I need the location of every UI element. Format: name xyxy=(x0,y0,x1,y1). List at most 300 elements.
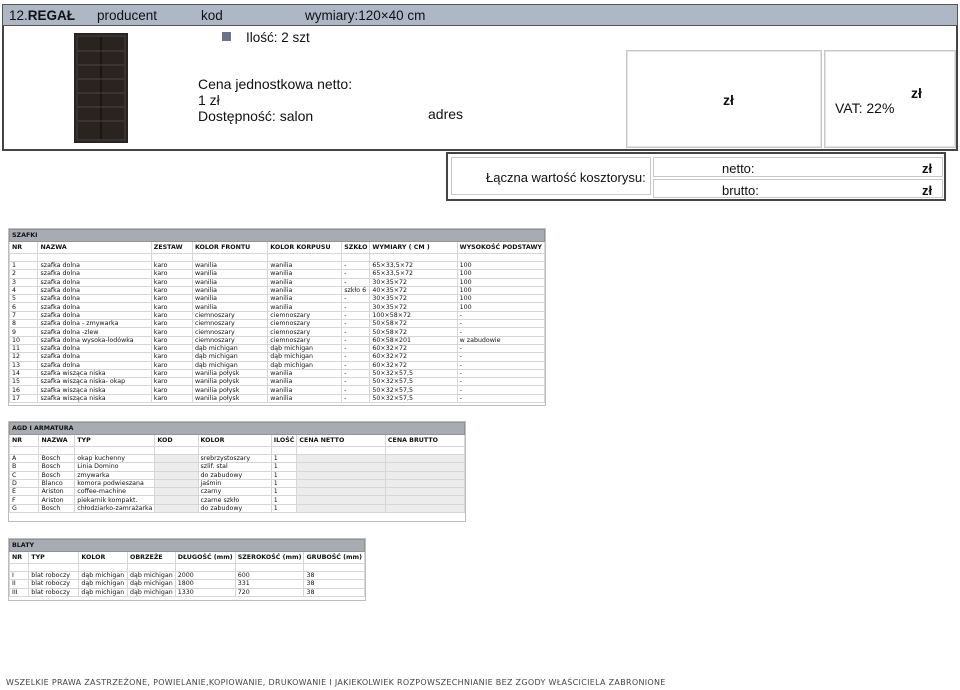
agd-cell: A xyxy=(10,455,39,463)
agd-row xyxy=(10,463,465,471)
szafki-cell: dąb michigan xyxy=(192,361,267,369)
agd-row xyxy=(10,455,465,463)
agd-col-header: KOD xyxy=(155,435,198,447)
agd-row xyxy=(10,504,465,512)
blaty-cell: 600 xyxy=(235,572,304,580)
agd-row xyxy=(10,479,465,487)
szafki-cell: szafka wisząca niska- okap xyxy=(38,378,151,386)
blaty-col-header: NR xyxy=(10,552,29,564)
agd-table xyxy=(9,422,465,513)
szafki-cell: wanilia xyxy=(268,378,342,386)
szafki-cell: 5 xyxy=(10,295,38,303)
szafki-row xyxy=(10,262,545,270)
szafki-cell: 60×32×72 xyxy=(370,353,457,361)
szafki-cell: ciemnoszary xyxy=(268,311,342,319)
szafki-cell: 8 xyxy=(10,320,38,328)
szafki-cell: 2 xyxy=(10,270,38,278)
agd-cell xyxy=(385,463,464,471)
agd-row xyxy=(10,471,465,479)
szafki-cell: ciemnoszary xyxy=(268,336,342,344)
szafki-cell: karo xyxy=(151,270,192,278)
szafki-cell: - xyxy=(342,361,370,369)
agd-cell xyxy=(297,496,385,504)
szafki-col-header: SZKŁO xyxy=(342,242,370,254)
szafki-cell: ciemnoszary xyxy=(268,328,342,336)
agd-cell: piekarnik kompakt. xyxy=(75,496,155,504)
szafki-cell: szafka dolna xyxy=(38,278,151,286)
szafki-row xyxy=(10,295,545,303)
szafki-cell: ciemnoszary xyxy=(192,328,267,336)
blaty-col-header: KOLOR xyxy=(79,552,128,564)
szafki-row xyxy=(10,320,545,328)
wardrobe-image xyxy=(74,33,128,143)
szafki-cell: - xyxy=(457,378,544,386)
agd-cell xyxy=(297,488,385,496)
agd-cell xyxy=(385,455,464,463)
agd-cell: zmywarka xyxy=(75,471,155,479)
szafki-cell: dąb michigan xyxy=(192,344,267,352)
vat-currency: zł xyxy=(911,85,922,101)
blaty-cell: dąb michigan xyxy=(127,572,175,580)
szafki-cell: 17 xyxy=(10,394,38,402)
szafki-col-header: KOLOR KORPUSU xyxy=(268,242,342,254)
szafki-cell: - xyxy=(457,353,544,361)
szafki-row xyxy=(10,311,545,319)
szafki-cell: 30×35×72 xyxy=(370,278,457,286)
szafki-row xyxy=(10,394,545,402)
szafki-cell: wanilia połysk xyxy=(192,394,267,402)
unit-price-value: 1 zł xyxy=(198,92,220,108)
szafki-cell: 15 xyxy=(10,378,38,386)
agd-cell xyxy=(385,496,464,504)
szafki-cell: w zabudowie xyxy=(457,336,544,344)
szafki-cell: - xyxy=(342,344,370,352)
agd-cell xyxy=(297,504,385,512)
netto-label: netto: xyxy=(722,161,755,176)
szafki-cell: wanilia xyxy=(192,295,267,303)
agd-cell: czarne szkło xyxy=(198,496,271,504)
szafki-cell: karo xyxy=(151,353,192,361)
szafki-cell: 7 xyxy=(10,311,38,319)
szafki-cell: - xyxy=(342,353,370,361)
szafki-cell: wanilia xyxy=(268,286,342,294)
szafki-cell: - xyxy=(457,386,544,394)
agd-cell: Bosch xyxy=(39,471,75,479)
producer-label: producent xyxy=(97,8,158,23)
szafki-cell: 100 xyxy=(457,295,544,303)
szafki-cell: 100 xyxy=(457,303,544,311)
szafki-cell: 50×32×57,5 xyxy=(370,369,457,377)
szafki-cell: 14 xyxy=(10,369,38,377)
szafki-cell: 10 xyxy=(10,336,38,344)
item-header-bar xyxy=(2,4,958,26)
szafki-title: SZAFKI xyxy=(10,230,545,242)
szafki-col-header: ZESTAW xyxy=(151,242,192,254)
szafki-cell: - xyxy=(457,344,544,352)
brutto-row xyxy=(653,179,943,198)
quantity-text: Ilość: 2 szt xyxy=(246,30,310,45)
szafki-cell: 100 xyxy=(457,270,544,278)
szafki-cell: - xyxy=(342,394,370,402)
netto-currency: zł xyxy=(922,161,933,176)
agd-cell: do zabudowy xyxy=(198,504,271,512)
szafki-cell: ciemnoszary xyxy=(192,320,267,328)
agd-cell: 1 xyxy=(271,488,297,496)
agd-cell: 1 xyxy=(271,479,297,487)
agd-cell: 1 xyxy=(271,463,297,471)
unit-price-label: Cena jednostkowa netto: xyxy=(198,76,353,92)
szafki-cell: 65×33,5×72 xyxy=(370,270,457,278)
agd-cell xyxy=(155,479,198,487)
blaty-col-header: DŁUGOŚĆ (mm) xyxy=(175,552,235,564)
szafki-cell: szafka wisząca niska xyxy=(38,394,151,402)
szafki-cell: karo xyxy=(151,295,192,303)
price-currency: zł xyxy=(723,92,734,108)
szafki-col-header: WYMIARY ( CM ) xyxy=(370,242,457,254)
szafki-cell: karo xyxy=(151,328,192,336)
szafki-cell: wanilia xyxy=(192,262,267,270)
szafki-row xyxy=(10,270,545,278)
szafki-table xyxy=(9,229,545,403)
brutto-label: brutto: xyxy=(722,183,759,198)
szafki-cell: ciemnoszary xyxy=(268,320,342,328)
szafki-cell: wanilia połysk xyxy=(192,369,267,377)
blaty-col-header: OBRZEŻE xyxy=(127,552,175,564)
agd-col-header: TYP xyxy=(75,435,155,447)
agd-cell: 1 xyxy=(271,455,297,463)
agd-cell xyxy=(385,479,464,487)
dimensions-label: wymiary:120×40 cm xyxy=(305,8,426,23)
szafki-cell: - xyxy=(342,336,370,344)
szafki-cell: szafka dolna xyxy=(38,295,151,303)
brutto-currency: zł xyxy=(922,183,933,198)
szafki-row xyxy=(10,378,545,386)
szafki-cell: 4 xyxy=(10,286,38,294)
szafki-cell: - xyxy=(342,378,370,386)
szafki-cell: szkło 6 xyxy=(342,286,370,294)
szafki-row xyxy=(10,278,545,286)
szafki-cell: wanilia połysk xyxy=(192,378,267,386)
agd-title: AGD I ARMATURA xyxy=(10,423,465,435)
agd-cell: D xyxy=(10,479,39,487)
szafki-row xyxy=(10,386,545,394)
szafki-cell: szafka dolna xyxy=(38,262,151,270)
szafki-cell: 100 xyxy=(457,278,544,286)
blaty-header-row xyxy=(10,552,365,564)
agd-cell xyxy=(155,463,198,471)
szafki-cell: karo xyxy=(151,386,192,394)
agd-cell: szlif. stal xyxy=(198,463,271,471)
szafki-cell: 100×58×72 xyxy=(370,311,457,319)
szafki-cell: 65×33,5×72 xyxy=(370,262,457,270)
szafki-row xyxy=(10,303,545,311)
szafki-cell: - xyxy=(342,328,370,336)
agd-cell: G xyxy=(10,504,39,512)
agd-cell: E xyxy=(10,488,39,496)
szafki-cell: karo xyxy=(151,278,192,286)
szafki-cell: 16 xyxy=(10,386,38,394)
szafki-cell: karo xyxy=(151,303,192,311)
szafki-col-header: NAZWA xyxy=(38,242,151,254)
agd-cell xyxy=(297,455,385,463)
blaty-cell: 1800 xyxy=(175,580,235,588)
szafki-cell: 30×35×72 xyxy=(370,295,457,303)
blaty-row xyxy=(10,588,365,596)
agd-cell: 1 xyxy=(271,496,297,504)
agd-col-header: CENA NETTO xyxy=(297,435,385,447)
blaty-cell: I xyxy=(10,572,29,580)
blaty-cell: dąb michigan xyxy=(79,572,128,580)
agd-cell: okap kuchenny xyxy=(75,455,155,463)
szafki-cell: 30×35×72 xyxy=(370,303,457,311)
agd-col-header: CENA BRUTTO xyxy=(385,435,464,447)
blaty-col-header: SZEROKOŚĆ (mm) xyxy=(235,552,304,564)
szafki-cell: szafka dolna xyxy=(38,303,151,311)
szafki-cell: szafka dolna wysoka-lodówka xyxy=(38,336,151,344)
szafki-cell: szafka wisząca niska xyxy=(38,369,151,377)
blaty-cell: blat roboczy xyxy=(29,588,79,596)
szafki-cell: - xyxy=(342,311,370,319)
szafki-cell: karo xyxy=(151,262,192,270)
szafki-cell: wanilia xyxy=(268,394,342,402)
szafki-cell: - xyxy=(342,262,370,270)
agd-cell: Ariston xyxy=(39,496,75,504)
agd-cell xyxy=(385,488,464,496)
agd-cell xyxy=(155,455,198,463)
agd-col-header: NR xyxy=(10,435,39,447)
szafki-cell: wanilia xyxy=(268,270,342,278)
szafki-cell: szafka wisząca niska xyxy=(38,386,151,394)
agd-cell: F xyxy=(10,496,39,504)
blaty-cell: 720 xyxy=(235,588,304,596)
agd-cell xyxy=(385,504,464,512)
szafki-cell: - xyxy=(342,278,370,286)
szafki-cell: 50×58×72 xyxy=(370,320,457,328)
blaty-cell: dąb michigan xyxy=(127,588,175,596)
szafki-cell: 60×58×201 xyxy=(370,336,457,344)
szafki-cell: 50×32×57,5 xyxy=(370,378,457,386)
szafki-cell: wanilia xyxy=(268,369,342,377)
szafki-cell: karo xyxy=(151,361,192,369)
szafki-cell: ciemnoszary xyxy=(192,311,267,319)
blaty-cell: blat roboczy xyxy=(29,572,79,580)
agd-col-header: KOLOR xyxy=(198,435,271,447)
szafki-cell: dąb michigan xyxy=(268,361,342,369)
szafki-cell: szafka dolna xyxy=(38,311,151,319)
szafki-cell: wanilia xyxy=(192,270,267,278)
szafki-cell: 50×32×57,5 xyxy=(370,386,457,394)
szafki-cell: - xyxy=(457,369,544,377)
agd-col-header: ILOŚĆ xyxy=(271,435,297,447)
copyright-footer: WSZELKIE PRAWA ZASTRZEŻONE, POWIELANIE,KOPIOWANIE, DRUKOWANIE I JAKIEKOLWIEK ROZPOWSZECHNIANIE BEZ ZGODY WŁAŚCICIELA ZABRONIONE xyxy=(6,678,666,687)
blaty-cell: dąb michigan xyxy=(127,580,175,588)
item-title: 12.REGAŁ xyxy=(9,8,76,23)
agd-row xyxy=(10,488,465,496)
szafki-cell: wanilia xyxy=(268,386,342,394)
szafki-row xyxy=(10,344,545,352)
szafki-cell: szafka dolna - zmywarka xyxy=(38,320,151,328)
agd-cell: srebrzystoszary xyxy=(198,455,271,463)
agd-cell: Bosch xyxy=(39,455,75,463)
szafki-cell: 50×32×57,5 xyxy=(370,394,457,402)
blaty-cell: 2000 xyxy=(175,572,235,580)
szafki-cell: karo xyxy=(151,378,192,386)
blaty-cell: 38 xyxy=(304,572,365,580)
szafki-cell: karo xyxy=(151,286,192,294)
agd-cell xyxy=(155,488,198,496)
agd-cell: Blanco xyxy=(39,479,75,487)
szafki-cell: szafka dolna xyxy=(38,361,151,369)
agd-cell: 1 xyxy=(271,504,297,512)
szafki-cell: szafka dolna xyxy=(38,344,151,352)
szafki-cell: 40×35×72 xyxy=(370,286,457,294)
agd-cell xyxy=(297,463,385,471)
blaty-cell: III xyxy=(10,588,29,596)
blaty-cell: II xyxy=(10,580,29,588)
szafki-row xyxy=(10,361,545,369)
agd-cell: czarny xyxy=(198,488,271,496)
szafki-cell: 1 xyxy=(10,262,38,270)
szafki-row xyxy=(10,286,545,294)
szafki-cell: wanilia xyxy=(268,303,342,311)
blaty-cell: 1330 xyxy=(175,588,235,596)
agd-col-header: NAZWA xyxy=(39,435,75,447)
szafki-cell: - xyxy=(342,295,370,303)
vat-cell xyxy=(824,50,956,148)
agd-cell: B xyxy=(10,463,39,471)
netto-row xyxy=(653,157,943,177)
szafki-cell: wanilia xyxy=(192,286,267,294)
blaty-col-header: TYP xyxy=(29,552,79,564)
szafki-cell: 100 xyxy=(457,286,544,294)
agd-cell: Bosch xyxy=(39,463,75,471)
szafki-cell: wanilia xyxy=(268,262,342,270)
cost-summary xyxy=(446,152,946,201)
agd-cell: 1 xyxy=(271,471,297,479)
szafki-cell: karo xyxy=(151,320,192,328)
szafki-cell: 13 xyxy=(10,361,38,369)
szafki-cell: karo xyxy=(151,369,192,377)
address-text: adres xyxy=(428,106,464,122)
agd-cell: komora podwieszana xyxy=(75,479,155,487)
agd-header-row xyxy=(10,435,465,447)
szafki-cell: szafka dolna xyxy=(38,286,151,294)
szafki-cell: karo xyxy=(151,394,192,402)
szafki-cell: 60×32×72 xyxy=(370,361,457,369)
szafki-cell: szafka dolna xyxy=(38,270,151,278)
szafki-cell: dąb michigan xyxy=(268,353,342,361)
szafki-cell: wanilia xyxy=(192,278,267,286)
agd-cell: coffee-machine xyxy=(75,488,155,496)
szafki-cell: - xyxy=(342,386,370,394)
agd-cell xyxy=(155,504,198,512)
code-label: kod xyxy=(201,8,223,23)
szafki-cell: - xyxy=(342,320,370,328)
szafki-header-row xyxy=(10,242,545,254)
blaty-cell: blat roboczy xyxy=(29,580,79,588)
agd-cell xyxy=(155,496,198,504)
szafki-cell: dąb michigan xyxy=(192,353,267,361)
szafki-row xyxy=(10,369,545,377)
szafki-cell: - xyxy=(342,369,370,377)
agd-cell xyxy=(385,471,464,479)
szafki-cell: - xyxy=(457,328,544,336)
szafki-cell: szafka dolna -zlew xyxy=(38,328,151,336)
szafki-cell: 100 xyxy=(457,262,544,270)
szafki-cell: karo xyxy=(151,344,192,352)
szafki-cell: dąb michigan xyxy=(268,344,342,352)
agd-cell: C xyxy=(10,471,39,479)
szafki-cell: - xyxy=(457,394,544,402)
szafki-cell: 11 xyxy=(10,344,38,352)
agd-cell: Linia Domino xyxy=(75,463,155,471)
szafki-cell: 50×58×72 xyxy=(370,328,457,336)
szafki-col-header: WYSOKOŚĆ PODSTAWY xyxy=(457,242,544,254)
szafki-cell: ciemnoszary xyxy=(192,336,267,344)
blaty-cell: 331 xyxy=(235,580,304,588)
blaty-table xyxy=(9,539,365,597)
szafki-cell: szafka dolna xyxy=(38,353,151,361)
price-cell xyxy=(626,50,822,148)
szafki-cell: - xyxy=(457,311,544,319)
szafki-cell: karo xyxy=(151,311,192,319)
szafki-row xyxy=(10,353,545,361)
szafki-cell: karo xyxy=(151,336,192,344)
quantity-icon xyxy=(222,32,231,41)
szafki-cell: - xyxy=(457,361,544,369)
blaty-cell: 38 xyxy=(304,588,365,596)
szafki-cell: 6 xyxy=(10,303,38,311)
availability-text: Dostępność: salon xyxy=(198,108,314,124)
szafki-cell: 9 xyxy=(10,328,38,336)
blaty-cell: dąb michigan xyxy=(79,580,128,588)
szafki-col-header: KOLOR FRONTU xyxy=(192,242,267,254)
agd-cell: Ariston xyxy=(39,488,75,496)
szafki-cell: 60×32×72 xyxy=(370,344,457,352)
szafki-cell: 3 xyxy=(10,278,38,286)
blaty-row xyxy=(10,572,365,580)
szafki-cell: wanilia xyxy=(268,278,342,286)
blaty-cell: dąb michigan xyxy=(79,588,128,596)
szafki-cell: - xyxy=(342,270,370,278)
szafki-cell: wanilia połysk xyxy=(192,386,267,394)
szafki-row xyxy=(10,336,545,344)
szafki-col-header: NR xyxy=(10,242,38,254)
agd-cell: chłodziarko-zamrażarka xyxy=(75,504,155,512)
agd-cell xyxy=(155,471,198,479)
agd-cell: jaśmin xyxy=(198,479,271,487)
agd-cell: do zabudowy xyxy=(198,471,271,479)
szafki-cell: - xyxy=(457,320,544,328)
szafki-cell: wanilia xyxy=(192,303,267,311)
blaty-col-header: GRUBOŚĆ (mm) xyxy=(304,552,365,564)
blaty-title: BLATY xyxy=(10,540,365,552)
szafki-row xyxy=(10,328,545,336)
unit-price-block xyxy=(198,76,352,124)
vat-rate: VAT: 22% xyxy=(835,100,895,116)
cost-label-cell xyxy=(451,157,651,195)
cost-label: Łączna wartość kosztorysu: xyxy=(486,170,646,185)
agd-cell xyxy=(297,471,385,479)
szafki-cell: - xyxy=(342,303,370,311)
blaty-cell: 38 xyxy=(304,580,365,588)
agd-cell xyxy=(297,479,385,487)
agd-cell: Bosch xyxy=(39,504,75,512)
szafki-cell: wanilia xyxy=(268,295,342,303)
szafki-cell: 12 xyxy=(10,353,38,361)
blaty-row xyxy=(10,580,365,588)
agd-row xyxy=(10,496,465,504)
